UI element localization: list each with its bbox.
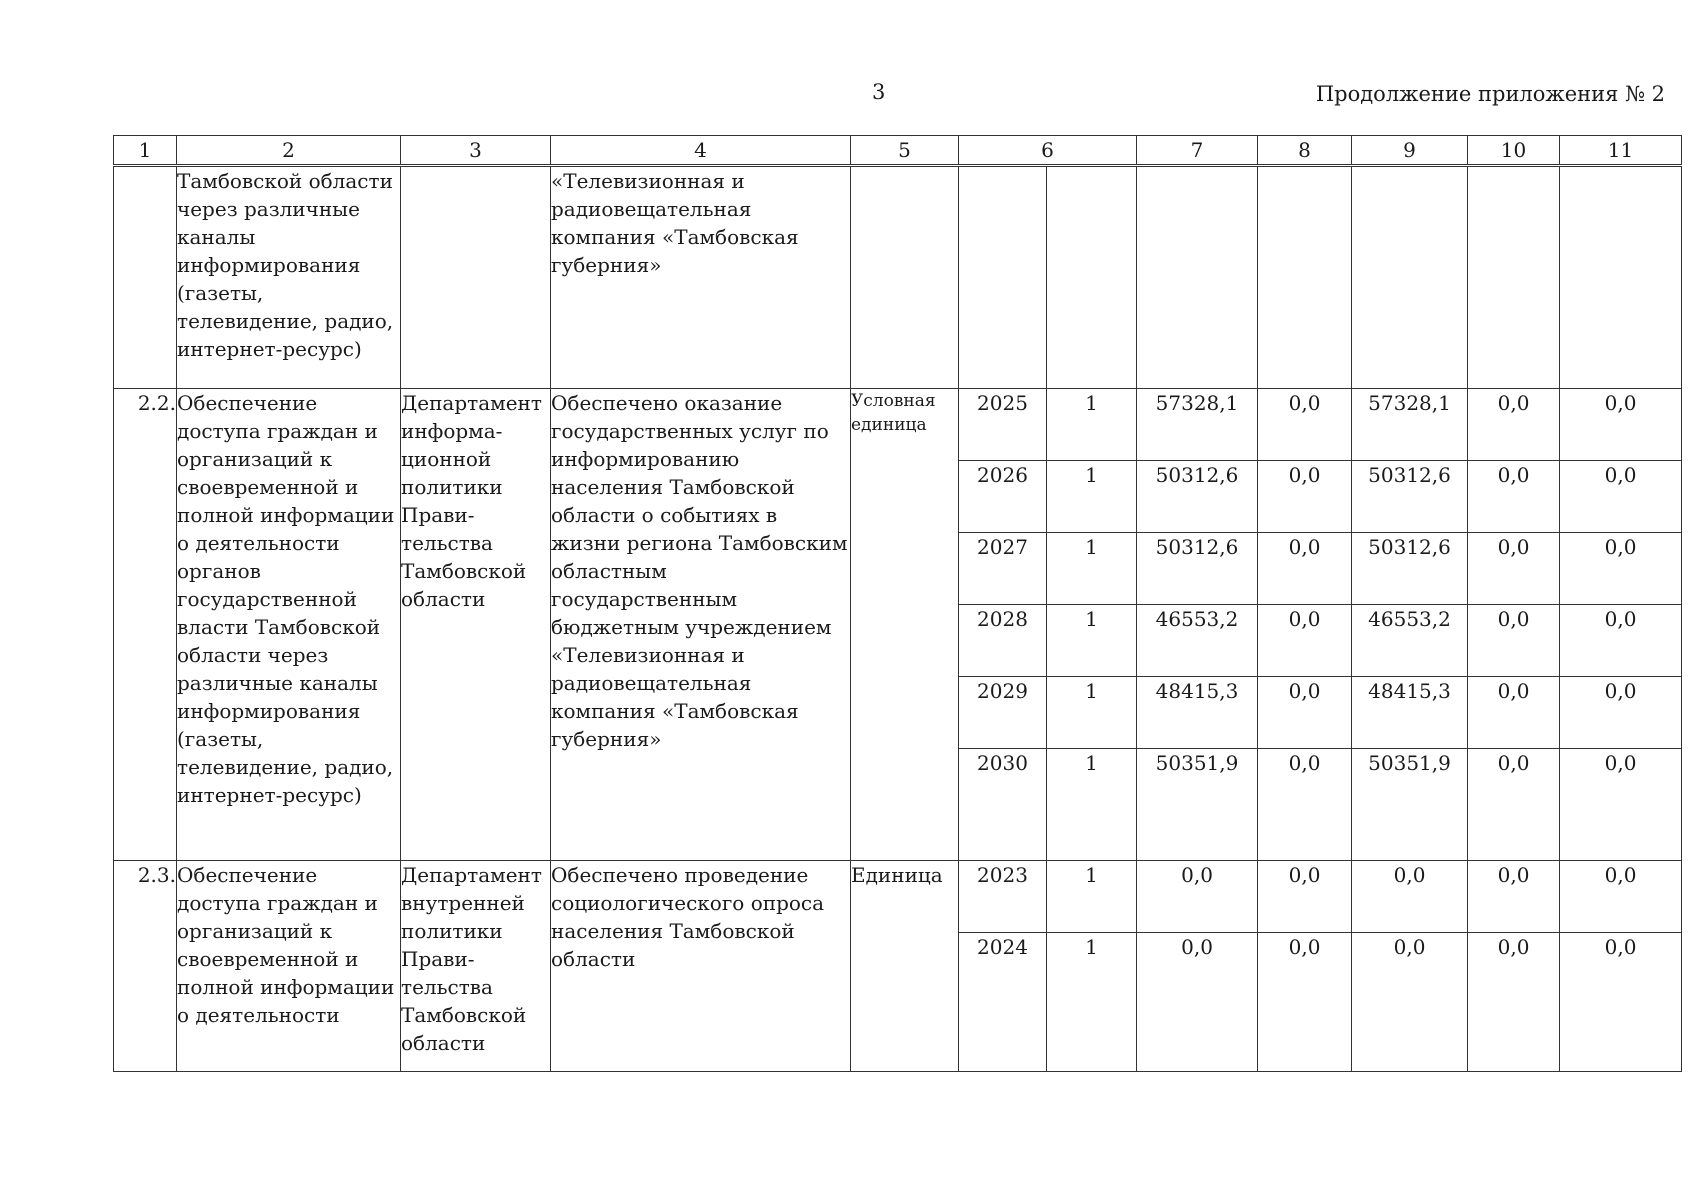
header-col-6: 6	[959, 136, 1137, 166]
header-col-11: 11	[1560, 136, 1682, 166]
continued-measure: Тамбовской области через различные каналы информирования (газеты, телевидение, радио, интернет-ресурс)	[177, 166, 401, 389]
col11-cell: 0,0	[1560, 677, 1682, 749]
total-cell: 46553,2	[1137, 605, 1258, 677]
result-description: Обеспечено оказание государственных услуг по информированию населения Тамбовской области о событиях в жизни региона Тамбовским областным государственным бюджетным учреждением «Телевизионная и радиовещательная компания «Тамбовская губерния»	[551, 389, 851, 861]
year-cell: 2029	[959, 677, 1047, 749]
header-col-1: 1	[114, 136, 177, 166]
col10-cell: 0,0	[1468, 749, 1560, 861]
page-number: 3	[872, 80, 886, 104]
col8-cell: 0,0	[1258, 749, 1352, 861]
col8-cell: 0,0	[1258, 677, 1352, 749]
col10-cell: 0,0	[1468, 389, 1560, 461]
header-col-9: 9	[1352, 136, 1468, 166]
year-cell: 2026	[959, 461, 1047, 533]
qty-cell: 1	[1047, 933, 1137, 1072]
year-cell: 2025	[959, 389, 1047, 461]
col9-cell: 48415,3	[1352, 677, 1468, 749]
header-col-5: 5	[851, 136, 959, 166]
total-cell: 48415,3	[1137, 677, 1258, 749]
header-col-10: 10	[1468, 136, 1560, 166]
table-row	[114, 166, 1682, 389]
total-cell: 50351,9	[1137, 749, 1258, 861]
qty-cell: 1	[1047, 749, 1137, 861]
qty-cell: 1	[1047, 677, 1137, 749]
measure-name: Обеспечение доступа граждан и организаций к своевременной и полной информации о деятельности органов государственной власти Тамбовской области через различные каналы информирования (газеты, телевидение, радио, интернет-ресурс)	[177, 389, 401, 861]
col11-cell: 0,0	[1560, 749, 1682, 861]
continuation-label: Продолжение приложения № 2	[1315, 82, 1665, 106]
col10-cell: 0,0	[1468, 933, 1560, 1072]
header-col-2: 2	[177, 136, 401, 166]
unit-of-measure: Условная единица	[851, 389, 959, 861]
col8-cell: 0,0	[1258, 933, 1352, 1072]
qty-cell: 1	[1047, 861, 1137, 933]
continued-result: «Телевизионная и радиовещательная компания «Тамбовская губерния»	[551, 166, 851, 389]
row-number: 2.2.	[114, 389, 177, 861]
measure-name: Обеспечение доступа граждан и организаций к своевременной и полной информации о деятельности	[177, 861, 401, 1072]
col8-cell: 0,0	[1258, 461, 1352, 533]
executor: Департамент информа-ционной политики Прави-тельства Тамбовской области	[401, 389, 551, 861]
year-cell: 2024	[959, 933, 1047, 1072]
total-cell: 50312,6	[1137, 533, 1258, 605]
col9-cell: 50312,6	[1352, 533, 1468, 605]
year-cell: 2027	[959, 533, 1047, 605]
header-col-4: 4	[551, 136, 851, 166]
unit-of-measure: Единица	[851, 861, 959, 1072]
total-cell: 0,0	[1137, 933, 1258, 1072]
col8-cell: 0,0	[1258, 533, 1352, 605]
header-row	[114, 136, 1682, 166]
col11-cell: 0,0	[1560, 389, 1682, 461]
header-col-8: 8	[1258, 136, 1352, 166]
qty-cell: 1	[1047, 605, 1137, 677]
total-cell: 57328,1	[1137, 389, 1258, 461]
col11-cell: 0,0	[1560, 533, 1682, 605]
col9-cell: 50351,9	[1352, 749, 1468, 861]
col10-cell: 0,0	[1468, 861, 1560, 933]
header-col-7: 7	[1137, 136, 1258, 166]
col9-cell: 50312,6	[1352, 461, 1468, 533]
col10-cell: 0,0	[1468, 605, 1560, 677]
table-row	[114, 389, 1682, 461]
col10-cell: 0,0	[1468, 533, 1560, 605]
year-cell: 2023	[959, 861, 1047, 933]
program-table	[113, 135, 1682, 1072]
col11-cell: 0,0	[1560, 933, 1682, 1072]
row-number: 2.3.	[114, 861, 177, 1072]
col9-cell: 0,0	[1352, 861, 1468, 933]
header-col-3: 3	[401, 136, 551, 166]
col8-cell: 0,0	[1258, 861, 1352, 933]
col10-cell: 0,0	[1468, 677, 1560, 749]
col9-cell: 46553,2	[1352, 605, 1468, 677]
total-cell: 0,0	[1137, 861, 1258, 933]
year-cell: 2030	[959, 749, 1047, 861]
qty-cell: 1	[1047, 461, 1137, 533]
col11-cell: 0,0	[1560, 605, 1682, 677]
result-description: Обеспечено проведение социологического опроса населения Тамбовской области	[551, 861, 851, 1072]
year-cell: 2028	[959, 605, 1047, 677]
executor: Департамент внутренней политики Прави-тельства Тамбовской области	[401, 861, 551, 1072]
qty-cell: 1	[1047, 389, 1137, 461]
col9-cell: 0,0	[1352, 933, 1468, 1072]
col11-cell: 0,0	[1560, 461, 1682, 533]
total-cell: 50312,6	[1137, 461, 1258, 533]
table-row	[114, 861, 1682, 933]
col9-cell: 57328,1	[1352, 389, 1468, 461]
col11-cell: 0,0	[1560, 861, 1682, 933]
qty-cell: 1	[1047, 533, 1137, 605]
col8-cell: 0,0	[1258, 389, 1352, 461]
col10-cell: 0,0	[1468, 461, 1560, 533]
col8-cell: 0,0	[1258, 605, 1352, 677]
